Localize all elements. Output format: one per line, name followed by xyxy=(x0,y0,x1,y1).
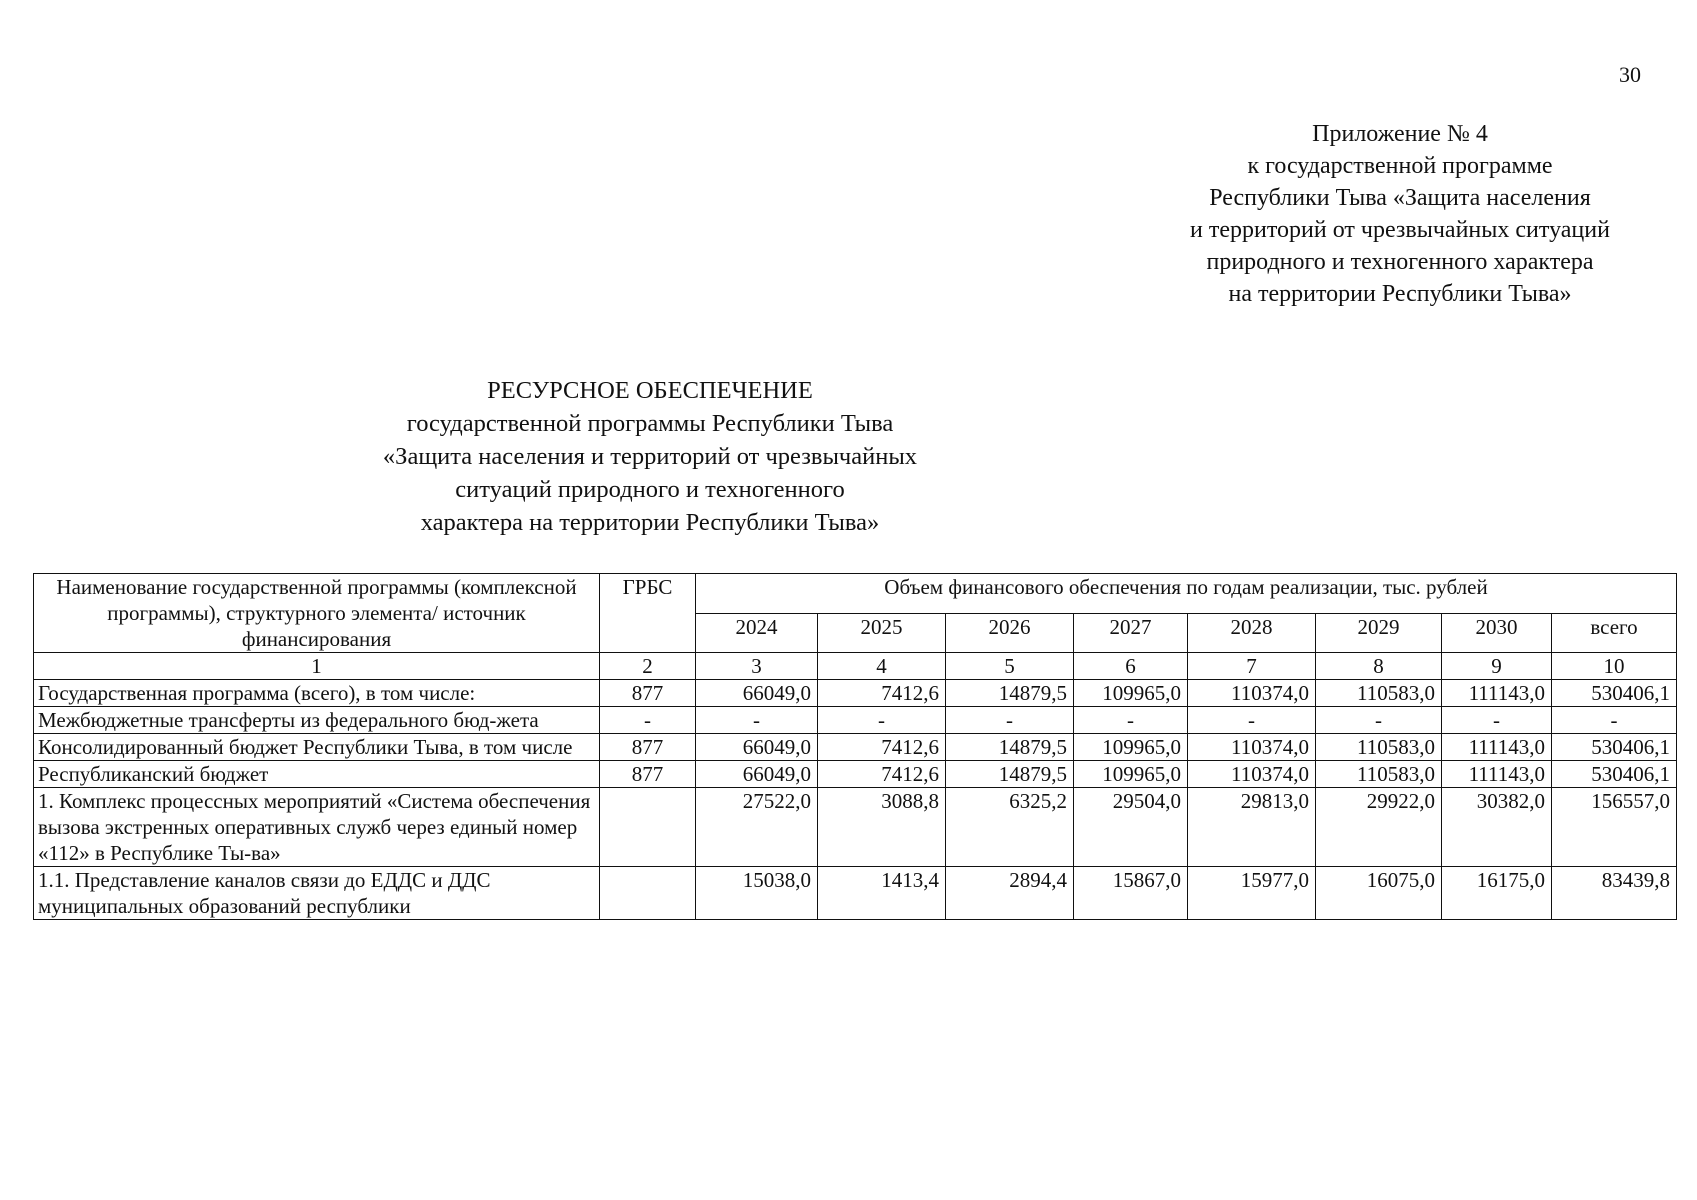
appendix-line: природного и техногенного характера xyxy=(1206,249,1594,275)
appendix-line: Республики Тыва «Защита населения xyxy=(1209,185,1591,211)
column-number: 5 xyxy=(946,653,1074,680)
header-year: 2027 xyxy=(1074,613,1188,653)
column-number-row xyxy=(34,653,1677,680)
row-value: 15977,0 xyxy=(1188,867,1316,920)
row-value: 7412,6 xyxy=(818,680,946,707)
title-line: ситуаций природного и техногенного xyxy=(455,476,845,503)
row-total: 156557,0 xyxy=(1552,788,1677,867)
row-name: Республиканский бюджет xyxy=(34,761,600,788)
row-value: 1413,4 xyxy=(818,867,946,920)
header-grbs: ГРБС xyxy=(600,574,696,653)
table-row xyxy=(34,761,1677,788)
row-value: - xyxy=(1316,707,1442,734)
row-name: Межбюджетные трансферты из федерального бюд-жета xyxy=(34,707,600,734)
row-grbs: 877 xyxy=(600,680,696,707)
row-value: 110374,0 xyxy=(1188,734,1316,761)
row-total: 530406,1 xyxy=(1552,680,1677,707)
row-value: 111143,0 xyxy=(1442,761,1552,788)
row-value: 109965,0 xyxy=(1074,680,1188,707)
column-number: 10 xyxy=(1552,653,1677,680)
column-number: 6 xyxy=(1074,653,1188,680)
row-total: 530406,1 xyxy=(1552,761,1677,788)
row-value: 3088,8 xyxy=(818,788,946,867)
row-name: 1. Комплекс процессных мероприятий «Система обеспечения вызова экстренных оперативных служб через единый номер «112» в Республике Ты-ва» xyxy=(34,788,600,867)
row-value: 14879,5 xyxy=(946,734,1074,761)
row-name: 1.1. Представление каналов связи до ЕДДС и ДДС муниципальных образований республики xyxy=(34,867,600,920)
row-value: 111143,0 xyxy=(1442,734,1552,761)
resource-table xyxy=(33,573,1677,920)
title-line: РЕСУРСНОЕ ОБЕСПЕЧЕНИЕ xyxy=(487,377,813,404)
column-number: 4 xyxy=(818,653,946,680)
row-value: 109965,0 xyxy=(1074,761,1188,788)
column-number: 7 xyxy=(1188,653,1316,680)
row-value: 110583,0 xyxy=(1316,761,1442,788)
row-value: - xyxy=(696,707,818,734)
row-value: 15038,0 xyxy=(696,867,818,920)
row-grbs: - xyxy=(600,707,696,734)
row-value: 15867,0 xyxy=(1074,867,1188,920)
appendix-line: к государственной программе xyxy=(1247,153,1553,179)
table-row xyxy=(34,788,1677,867)
row-value: 66049,0 xyxy=(696,734,818,761)
row-value: - xyxy=(818,707,946,734)
row-value: 16175,0 xyxy=(1442,867,1552,920)
row-value: - xyxy=(1442,707,1552,734)
appendix-reference xyxy=(1090,118,1697,310)
header-year: 2024 xyxy=(696,613,818,653)
row-value: 2894,4 xyxy=(946,867,1074,920)
row-grbs xyxy=(600,788,696,867)
header-name: Наименование государственной программы (комплексной программы), структурного элемента/ источник финансирования xyxy=(34,574,600,653)
column-number: 3 xyxy=(696,653,818,680)
row-total: 530406,1 xyxy=(1552,734,1677,761)
row-value: 66049,0 xyxy=(696,680,818,707)
row-value: 7412,6 xyxy=(818,761,946,788)
row-value: 111143,0 xyxy=(1442,680,1552,707)
row-value: - xyxy=(1188,707,1316,734)
table-header-row xyxy=(34,574,1677,614)
row-value: 109965,0 xyxy=(1074,734,1188,761)
row-grbs: 877 xyxy=(600,761,696,788)
table-row xyxy=(34,734,1677,761)
title-line: характера на территории Республики Тыва» xyxy=(420,509,880,536)
table-row xyxy=(34,680,1677,707)
row-total: - xyxy=(1552,707,1677,734)
row-name: Государственная программа (всего), в том числе: xyxy=(34,680,600,707)
row-value: 14879,5 xyxy=(946,680,1074,707)
row-value: 66049,0 xyxy=(696,761,818,788)
row-value: 29813,0 xyxy=(1188,788,1316,867)
appendix-line: и территорий от чрезвычайных ситуаций xyxy=(1190,217,1610,243)
appendix-line: Приложение № 4 xyxy=(1312,121,1488,147)
column-number: 9 xyxy=(1442,653,1552,680)
header-total: всего xyxy=(1552,613,1677,653)
resource-table-container xyxy=(33,573,1677,920)
title-line: «Защита населения и территорий от чрезвычайных xyxy=(382,443,918,470)
table-row xyxy=(34,707,1677,734)
row-grbs xyxy=(600,867,696,920)
row-value: 6325,2 xyxy=(946,788,1074,867)
row-grbs: 877 xyxy=(600,734,696,761)
row-value: - xyxy=(946,707,1074,734)
title-line: государственной программы Республики Тыва xyxy=(406,410,894,437)
row-value: 27522,0 xyxy=(696,788,818,867)
row-value: 110374,0 xyxy=(1188,761,1316,788)
row-value: 14879,5 xyxy=(946,761,1074,788)
row-value: 7412,6 xyxy=(818,734,946,761)
header-volume: Объем финансового обеспечения по годам реализации, тыс. рублей xyxy=(696,574,1677,614)
header-year: 2025 xyxy=(818,613,946,653)
column-number: 8 xyxy=(1316,653,1442,680)
row-value: 110583,0 xyxy=(1316,734,1442,761)
header-year: 2029 xyxy=(1316,613,1442,653)
appendix-line: на территории Республики Тыва» xyxy=(1228,281,1572,307)
column-number: 2 xyxy=(600,653,696,680)
row-value: 29922,0 xyxy=(1316,788,1442,867)
header-year: 2026 xyxy=(946,613,1074,653)
row-name: Консолидированный бюджет Республики Тыва, в том числе xyxy=(34,734,600,761)
row-value: - xyxy=(1074,707,1188,734)
document-title xyxy=(330,374,970,539)
row-total: 83439,8 xyxy=(1552,867,1677,920)
row-value: 110374,0 xyxy=(1188,680,1316,707)
page-number: 30 xyxy=(1619,62,1641,87)
column-number: 1 xyxy=(34,653,600,680)
row-value: 16075,0 xyxy=(1316,867,1442,920)
row-value: 29504,0 xyxy=(1074,788,1188,867)
row-value: 110583,0 xyxy=(1316,680,1442,707)
header-year: 2028 xyxy=(1188,613,1316,653)
header-year: 2030 xyxy=(1442,613,1552,653)
row-value: 30382,0 xyxy=(1442,788,1552,867)
table-row xyxy=(34,867,1677,920)
